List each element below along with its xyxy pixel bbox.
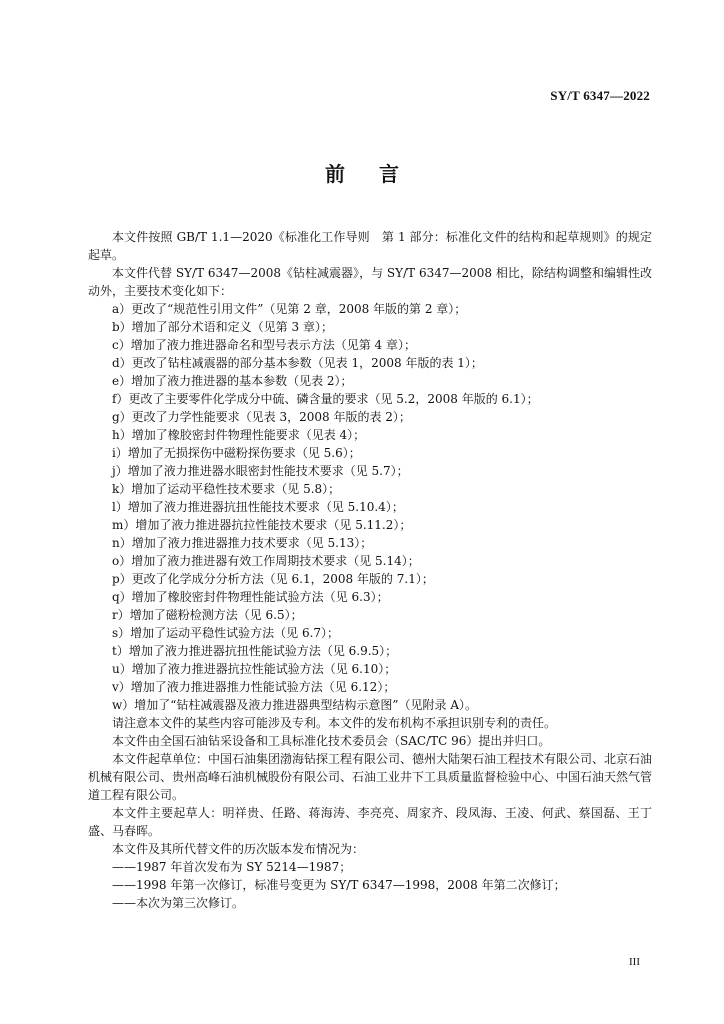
list-item: t）增加了液力推进器抗扭性能试验方法（见 6.9.5）；: [112, 644, 398, 658]
list-item: r）增加了磁粉检测方法（见 6.5）；: [112, 608, 303, 622]
list-item: u）增加了液力推进器抗拉性能试验方法（见 6.10）；: [112, 662, 397, 676]
list-item: f）更改了主要零件化学成分中硫、磷含量的要求（见 5.2，2008 年版的 6.1）；: [112, 392, 539, 406]
history-item: ——本次为第三次修订。: [112, 896, 245, 910]
list-item: i）增加了无损探伤中磁粉探伤要求（见 5.6）；: [112, 446, 361, 460]
list-item: m）增加了液力推进器抗拉性能技术要求（见 5.11.2）；: [112, 518, 412, 532]
list-item: n）增加了液力推进器推力技术要求（见 5.13）；: [112, 536, 373, 550]
list-item: e）增加了液力推进器的基本参数（见表 2）；: [112, 374, 353, 388]
list-item: c）增加了液力推进器命名和型号表示方法（见第 4 章）；: [112, 338, 416, 352]
page-number: III: [629, 956, 640, 968]
change-list: [88, 300, 652, 714]
standard-code: SY/T 6347—2022: [550, 88, 650, 103]
list-item: j）增加了液力推进器水眼密封性能技术要求（见 5.7）；: [112, 464, 409, 478]
body-text: [88, 228, 652, 912]
list-item: k）增加了运动平稳性技术要求（见 5.8）；: [112, 482, 341, 496]
list-item: s）增加了运动平稳性试验方法（见 6.7）；: [112, 626, 340, 640]
list-item: w）增加了“钻柱减震器及液力推进器典型结构示意图”（见附录 A）。: [112, 698, 478, 712]
list-item: h）增加了橡胶密封件物理性能要求（见表 4）；: [112, 428, 366, 442]
list-item: q）增加了橡胶密封件物理性能试验方法（见 6.3）；: [112, 590, 389, 604]
intro-paragraph-1: 本文件按照 GB/T 1.1—2020《标准化工作导则 第 1 部分：标准化文件的结构和起草规则》的规定起草。: [88, 230, 652, 262]
list-item: a）更改了“规范性引用文件”（见第 2 章，2008 年版的第 2 章）；: [112, 302, 467, 316]
history-list: [88, 858, 652, 912]
history-intro: 本文件及其所代替文件的历次版本发布情况为：: [112, 842, 365, 856]
history-item: ——1998 年第一次修订，标准号变更为 SY/T 6347—1998，2008 年第二次修订；: [112, 878, 566, 892]
intro-paragraph-2: 本文件代替 SY/T 6347—2008《钻柱减震器》，与 SY/T 6347—2008 相比，除结构调整和编辑性改动外，主要技术变化如下：: [88, 266, 652, 298]
list-item: p）更改了化学成分分析方法（见 6.1，2008 年版的 7.1）；: [112, 572, 434, 586]
history-item: ——1987 年首次发布为 SY 5214—1987；: [112, 860, 352, 874]
list-item: g）更改了力学性能要求（见表 3，2008 年版的表 2）；: [112, 410, 411, 424]
proposer-paragraph: 本文件由全国石油钻采设备和工具标准化技术委员会（SAC/TC 96）提出并归口。: [112, 734, 551, 748]
patent-notice: 请注意本文件的某些内容可能涉及专利。本文件的发布机构不承担识别专利的责任。: [112, 716, 557, 730]
list-item: o）增加了液力推进器有效工作周期技术要求（见 5.14）；: [112, 554, 420, 568]
drafters-paragraph: 本文件主要起草人：明祥贵、任路、蒋海涛、李亮亮、周家齐、段凤海、王凌、何武、蔡国磊、王丁盛、马春晖。: [88, 806, 652, 838]
list-item: v）增加了液力推进器推力性能试验方法（见 6.12）；: [112, 680, 396, 694]
list-item: d）更改了钻柱减震器的部分基本参数（见表 1，2008 年版的表 1）；: [112, 356, 483, 370]
drafting-units-paragraph: 本文件起草单位：中国石油集团渤海钻探工程有限公司、德州大陆架石油工程技术有限公司、北京石油机械有限公司、贵州高峰石油机械股份有限公司、石油工业井下工具质量监督检验中心、中国石油天然气管道工程有限公司。: [88, 752, 653, 802]
list-item: l）增加了液力推进器抗扭性能技术要求（见 5.10.4）；: [112, 500, 404, 514]
page-title: 前言: [325, 162, 433, 186]
list-item: b）增加了部分术语和定义（见第 3 章）；: [112, 320, 333, 334]
